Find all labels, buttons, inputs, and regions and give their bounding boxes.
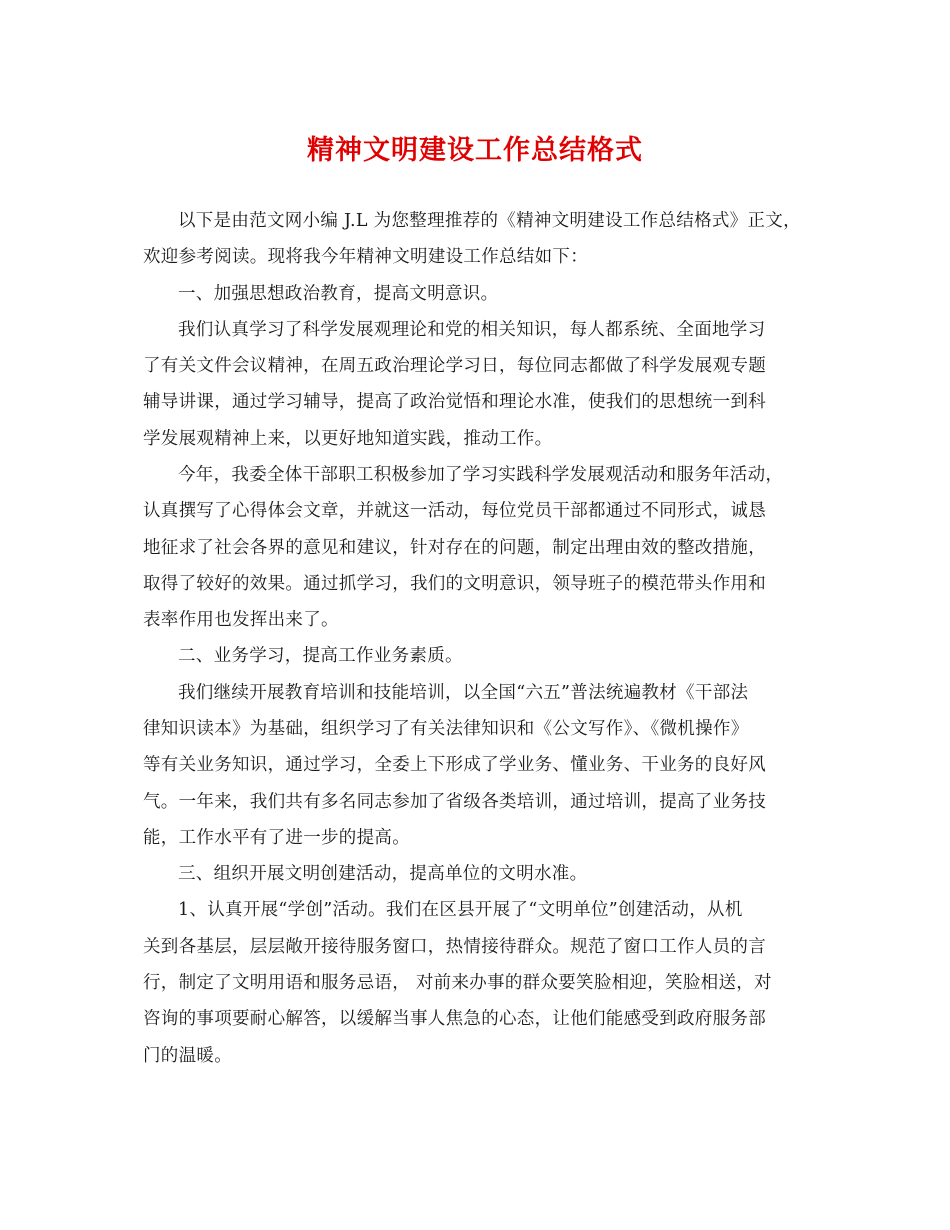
body-line: 我们认真学习了科学发展观理论和党的相关知识，每人都系统、全面地学习 [178, 320, 766, 340]
body-line: 门的温暖。 [143, 1046, 232, 1066]
body-line: 学发展观精神上来，以更好地知道实践，推动工作。 [143, 429, 553, 449]
body-line: 关到各基层，层层敞开接待服务窗口，热情接待群众。规范了窗口工作人员的言 [143, 937, 766, 957]
body-line: 1、认真开展“学创”活动。我们在区县开展了“文明单位”创建活动，从机 [178, 900, 743, 920]
body-line: 地征求了社会各界的意见和建议，针对存在的问题，制定出理由效的整改措施， [143, 538, 766, 558]
body-line: 欢迎参考阅读。现将我今年精神文明建设工作总结如下： [143, 247, 588, 267]
body-line: 认真撰写了心得体会文章，并就这一活动，每位党员干部都通过不同形式，诚恳 [143, 501, 766, 521]
body-line: 等有关业务知识，通过学习，全委上下形成了学业务、懂业务、干业务的良好风 [143, 755, 766, 775]
body-line: 了有关文件会议精神，在周五政治理论学习日，每位同志都做了科学发展观专题 [143, 356, 766, 376]
body-line: 以下是由范文网小编 J.L 为您整理推荐的《精神文明建设工作总结格式》正文， [178, 211, 801, 231]
body-line: 辅导讲课，通过学习辅导，提高了政治觉悟和理论水准，使我们的思想统一到科 [143, 392, 766, 412]
section-heading: 二、业务学习，提高工作业务素质。 [178, 646, 463, 666]
body-line: 咨询的事项要耐心解答，以缓解当事人焦急的心态，让他们能感受到政府服务部 [143, 1009, 766, 1029]
body-line: 行，制定了文明用语和服务忌语， 对前来办事的群众要笑脸相迎，笑脸相送，对 [143, 973, 772, 993]
body-line: 我们继续开展教育培训和技能培训，以全国“六五”普法统遍教材《干部法 [178, 683, 749, 703]
section-heading: 三、组织开展文明创建活动，提高单位的文明水准。 [178, 864, 588, 884]
document-title: 精神文明建设工作总结格式 [307, 135, 643, 166]
body-line: 取得了较好的效果。通过抓学习，我们的文明意识，领导班子的模范带头作用和 [143, 574, 766, 594]
body-line: 能，工作水平有了进一步的提高。 [143, 828, 410, 848]
section-heading: 一、加强思想政治教育，提高文明意识。 [178, 284, 499, 304]
body-line: 律知识读本》为基础，组织学习了有关法律知识和《公文写作》、《微机操作》 [143, 719, 749, 739]
body-line: 表率作用也发挥出来了。 [143, 610, 339, 630]
body-line: 今年，我委全体干部职工积极参加了学习实践科学发展观活动和服务年活动， [178, 465, 784, 485]
body-line: 气。一年来，我们共有多名同志参加了省级各类培训，通过培训，提高了业务技 [143, 792, 766, 812]
